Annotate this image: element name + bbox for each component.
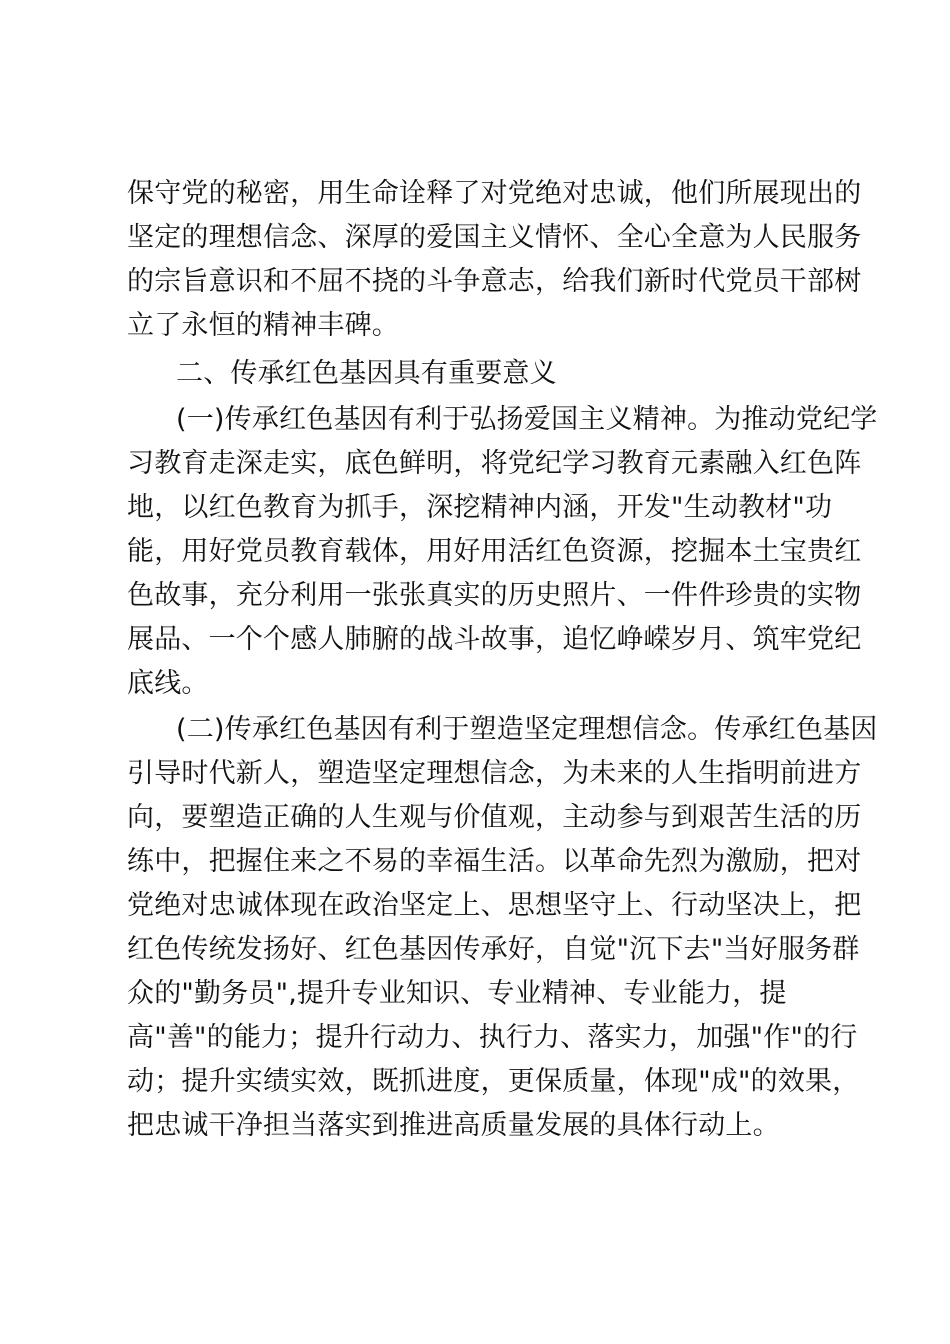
text-line: 展品、一个个感人肺腑的战斗故事，追忆峥嵘岁月、筑牢党纪	[127, 624, 862, 655]
text-line: 动；提升实绩实效，既抓进度，更保质量，体现"成"的效果，	[127, 1066, 860, 1097]
text-line: 保守党的秘密，用生命诠释了对党绝对忠诚，他们所展现出的	[127, 178, 862, 209]
text-line: 把忠诚干净担当落实到推进高质量发展的具体行动上。	[127, 1110, 780, 1141]
text-line: 高"善"的能力；提升行动力、执行力、落实力，加强"作"的行	[127, 1022, 858, 1053]
text-line: 地，以红色教育为抓手，深挖精神内涵，开发"生动教材"功	[127, 492, 833, 523]
section-heading: 二、传承红色基因具有重要意义	[176, 358, 557, 389]
paragraph-start-line: (二)传承红色基因有利于塑造坚定理想信念。传承红色基因	[176, 714, 878, 745]
text-line: 红色传统发扬好、红色基因传承好，自觉"沉下去"当好服务群	[127, 934, 860, 965]
text-line: 练中，把握住来之不易的幸福生活。以革命先烈为激励，把对	[127, 846, 862, 877]
paragraph-start-line: (一)传承红色基因有利于弘扬爱国主义精神。为推动党纪学	[176, 404, 878, 435]
text-line: 习教育走深走实，底色鲜明，将党纪学习教育元素融入红色阵	[127, 448, 862, 479]
text-line: 坚定的理想信念、深厚的爱国主义情怀、全心全意为人民服务	[127, 222, 862, 253]
text-line: 底线。	[127, 668, 209, 699]
text-line: 立了永恒的精神丰碑。	[127, 310, 399, 341]
text-line: 能，用好党员教育载体，用好用活红色资源，挖掘本土宝贵红	[127, 536, 862, 567]
text-line: 众的"勤务员",提升专业知识、专业精神、专业能力，提	[127, 978, 787, 1009]
text-line: 党绝对忠诚体现在政治坚定上、思想坚守上、行动坚决上，把	[127, 890, 862, 921]
text-line: 引导时代新人，塑造坚定理想信念，为未来的人生指明前进方	[127, 758, 862, 789]
text-line: 色故事，充分利用一张张真实的历史照片、一件件珍贵的实物	[127, 580, 862, 611]
text-line: 向，要塑造正确的人生观与价值观，主动参与到艰苦生活的历	[127, 802, 862, 833]
text-line: 的宗旨意识和不屈不挠的斗争意志，给我们新时代党员干部树	[127, 266, 862, 297]
